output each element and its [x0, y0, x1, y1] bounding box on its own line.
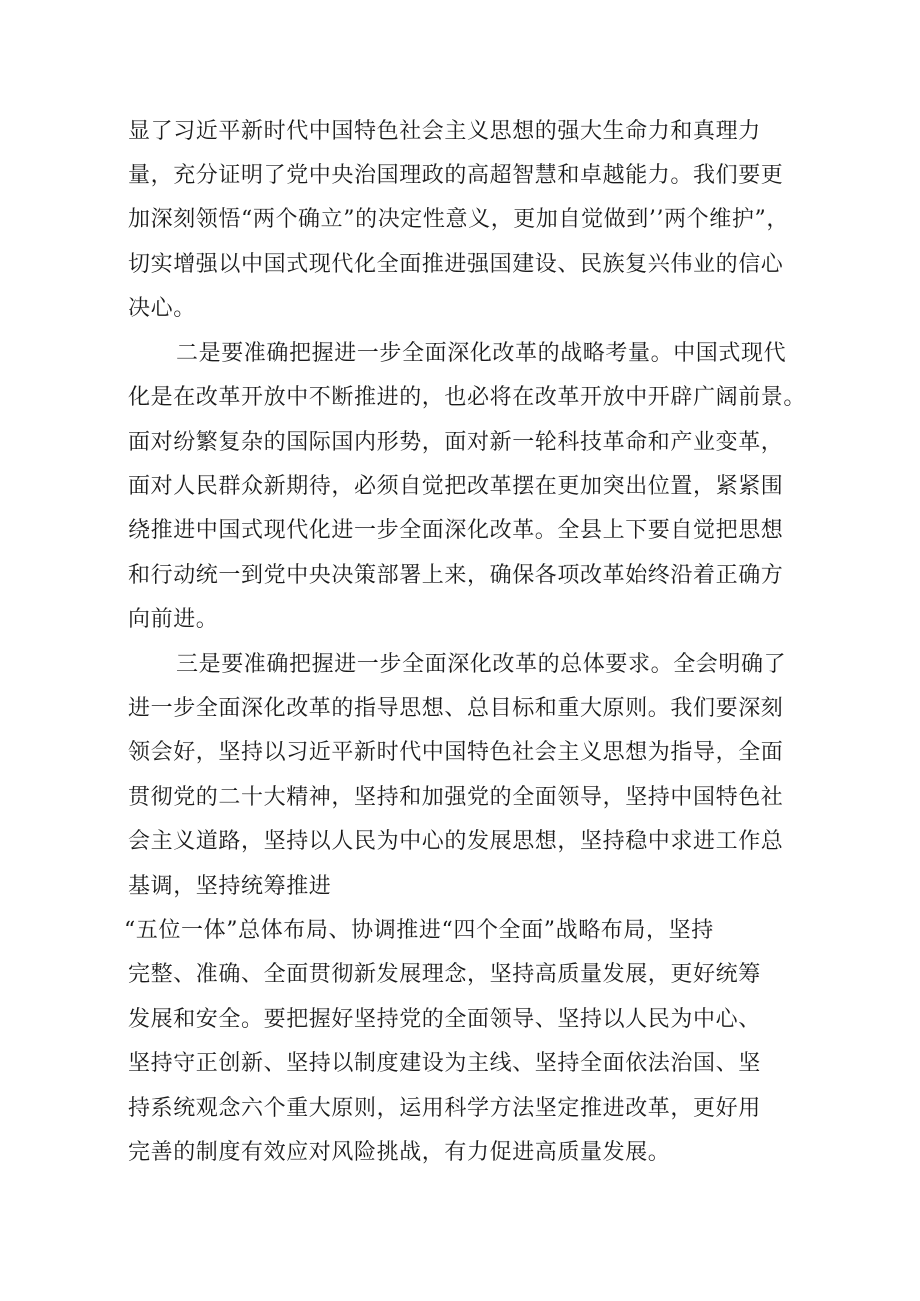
- text-line: 切实增强以中国式现代化全面推进强国建设、民族复兴伟业的信心: [128, 252, 784, 277]
- text-line: 显了习近平新时代中国特色社会主义思想的强大生命力和真理力: [128, 119, 761, 144]
- text-line: 和行动统一到党中央决策部署上来，确保各项改革始终沿着正确方: [128, 563, 784, 588]
- text-line: 完整、准确、全面贯彻新发展理念，坚持高质量发展，更好统筹: [128, 962, 761, 987]
- text-line: 加深刻领悟“两个确立”的决定性意义，更加自觉做到’’两个维护”，: [128, 207, 789, 232]
- text-line: 基调，坚持统筹推进: [128, 874, 332, 899]
- text-line: 完善的制度有效应对风险挑战，有力促进高质量发展。: [128, 1140, 671, 1165]
- text-line: 持系统观念六个重大原则，运用科学方法坚定推进改革，更好用: [128, 1096, 761, 1121]
- text-line: 决心。: [128, 296, 196, 321]
- text-line: 坚持守正创新、坚持以制度建设为主线、坚持全面依法治国、坚: [128, 1051, 761, 1076]
- paragraph-first-line: 二是要准确把握进一步全面深化改革的战略考量。中国式现代: [176, 341, 787, 366]
- text-line: 向前进。: [128, 607, 219, 632]
- text-line: “五位一体”总体布局、协调推进“四个全面”战略布局，坚持: [124, 918, 714, 943]
- text-line: 面对纷繁复杂的国际国内形势，面对新一轮科技革命和产业变革，: [128, 430, 784, 455]
- text-line: 进一步全面深化改革的指导思想、总目标和重大原则。我们要深刻: [128, 696, 784, 721]
- paragraph-first-line: 三是要准确把握进一步全面深化改革的总体要求。全会明确了: [176, 652, 787, 677]
- text-line: 面对人民群众新期待，必须自觉把改革摆在更加突出位置，紧紧围: [128, 474, 784, 499]
- text-line: 绕推进中国式现代化进一步全面深化改革。全县上下要自觉把思想: [128, 518, 784, 543]
- text-line: 化是在改革开放中不断推进的，也必将在改革开放中开辟广阔前景。: [128, 385, 807, 410]
- text-line: 领会好，坚持以习近平新时代中国特色社会主义思想为指导，全面: [128, 740, 784, 765]
- text-line: 发展和安全。要把握好坚持党的全面领导、坚持以人民为中心、: [128, 1007, 761, 1032]
- text-line: 量，充分证明了党中央治国理政的高超智慧和卓越能力。我们要更: [128, 163, 784, 188]
- text-line: 会主义道路，坚持以人民为中心的发展思想，坚持稳中求进工作总: [128, 829, 784, 854]
- text-line: 贯彻党的二十大精神，坚持和加强党的全面领导，坚持中国特色社: [128, 785, 784, 810]
